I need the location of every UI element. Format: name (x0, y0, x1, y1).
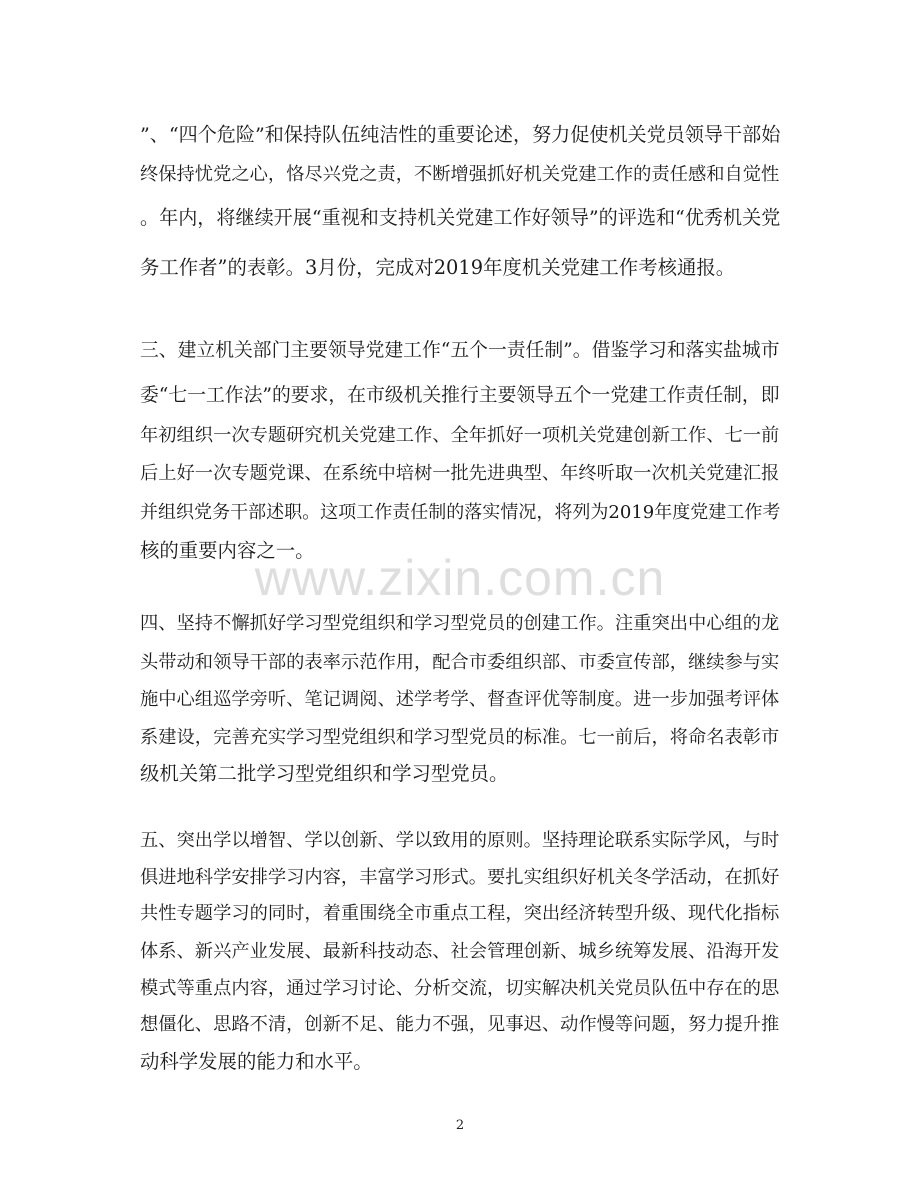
text-line: 五、突出学以增智、学以创新、学以致用的原则。坚持理论联系实际学风，与时 (140, 830, 780, 851)
text-line: 体系、新兴产业发展、最新科技动态、社会管理创新、城乡统筹发展、沿海开发 (140, 941, 780, 962)
text-line: ”、“四个危险”和保持队伍纯洁性的重要论述，努力促使机关党员领导干部始 (140, 123, 781, 146)
text-line: 俱进地科学安排学习内容，丰富学习形式。要扎实组织好机关冬学活动，在抓好 (140, 867, 780, 888)
text-line: 年初组织一次专题研究机关党建工作、全年抓好一项机关党建创新工作、七一前 (140, 425, 780, 446)
page-number: 2 (455, 1118, 465, 1133)
text-line: 四、坚持不懈抓好学习型党组织和学习型党员的创建工作。注重突出中心组的龙 (140, 613, 780, 634)
text-line: 共性专题学习的同时，着重围绕全市重点工程，突出经济转型升级、现代化指标 (140, 903, 780, 924)
text-line: 模式等重点内容，通过学习讨论、分析交流，切实解决机关党员队伍中存在的思 (140, 978, 780, 999)
text-line: 动科学发展的能力和水平。 (140, 1050, 373, 1073)
text-line: 核的重要内容之一。 (140, 539, 315, 562)
text-line: 委“七一工作法”的要求，在市级机关推行主要领导五个一党建工作责任制，即 (140, 385, 780, 406)
text-line: 并组织党务干部述职。这项工作责任制的落实情况，将列为2019年度党建工作考 (140, 502, 781, 523)
text-line: 后上好一次专题党课、在系统中培树一批先进典型、年终听取一次机关党建汇报 (140, 463, 780, 484)
text-line: 施中心组巡学旁听、笔记调阅、述学考学、督查评优等制度。进一步加强考评体 (140, 689, 780, 710)
text-line: 。年内，将继续开展“重视和支持机关党建工作好领导”的评选和“优秀机关党 (140, 206, 781, 229)
text-line: 务工作者”的表彰。3月份，完成对2019年度机关党建工作考核通报。 (140, 256, 736, 279)
text-line: 终保持忧党之心，恪尽兴党之责，不断增强抓好机关党建工作的责任感和自觉性 (140, 164, 780, 185)
text-line: 级机关第二批学习型党组织和学习型党员。 (140, 762, 509, 785)
text-line: 头带动和领导干部的表率示范作用，配合市委组织部、市委宣传部，继续参与实 (140, 652, 780, 673)
text-line: 系建设，完善充实学习型党组织和学习型党员的标准。七一前后，将命名表彰市 (140, 727, 780, 748)
text-line: 三、建立机关部门主要领导党建工作“五个一责任制”。借鉴学习和落实盐城市 (140, 340, 780, 361)
watermark: www.zixin.com.cn (254, 550, 666, 606)
text-line: 想僵化、思路不清，创新不足、能力不强，见事迟、动作慢等问题，努力提升推 (140, 1014, 780, 1035)
